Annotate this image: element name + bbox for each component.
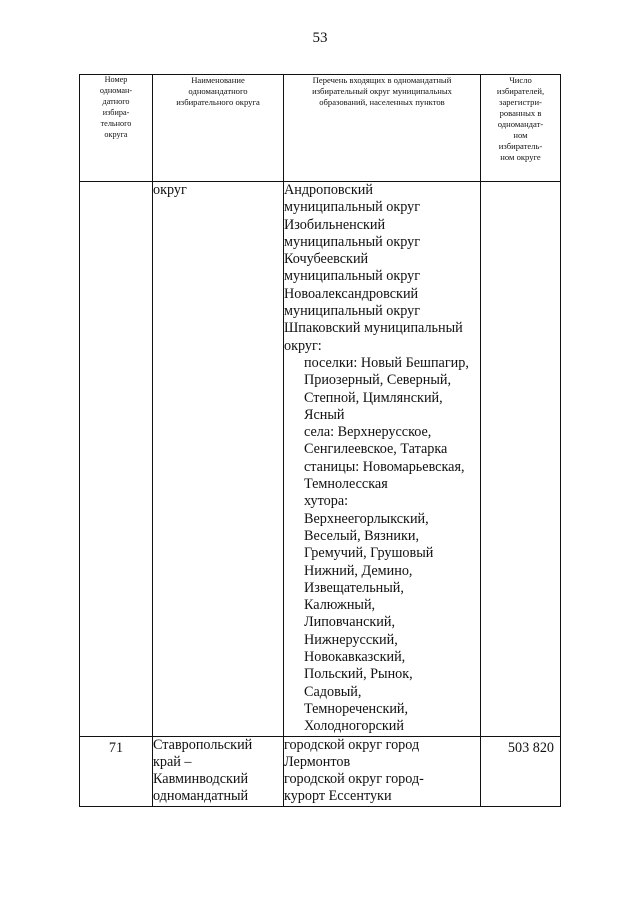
header-line: Наименование — [191, 75, 245, 85]
settlement-line: Липовчанский, — [304, 614, 396, 631]
cell-voters: 503 820 — [481, 736, 561, 806]
composition-line: городской округ город — [284, 736, 420, 753]
composition-line: муниципальный округ — [284, 233, 421, 250]
header-line: датного — [102, 96, 130, 106]
settlement-line: Нижнерусский, — [304, 631, 398, 648]
header-line: округа — [104, 129, 128, 139]
cell-district-number: 71 — [80, 736, 153, 806]
settlement-line: Приозерный, Северный, — [304, 372, 452, 389]
settlement-line: Польский, Рынок, — [304, 666, 413, 683]
page-number: 53 — [312, 30, 328, 46]
district-name-line: край – — [153, 753, 192, 770]
settlement-line: Нижний, Демино, — [304, 562, 413, 579]
header-line: рованных в — [499, 108, 542, 118]
header-line: одномандатного — [188, 86, 248, 96]
cell-district-name — [153, 736, 284, 806]
header-line: тельного — [100, 118, 132, 128]
settlement-line: Извещательный, — [304, 579, 404, 596]
header-line: Номер — [104, 75, 128, 84]
settlement-line: станицы: Новомарьевская, — [304, 458, 465, 475]
header-line: избирателей, — [496, 86, 545, 96]
settlement-line: Гремучий, Грушовый — [304, 545, 434, 562]
header-line: Число — [509, 75, 532, 85]
settlement-line: Новокавказский, — [304, 649, 406, 666]
table-row — [80, 182, 561, 737]
header-line: одноман- — [99, 85, 133, 95]
header-line: избиратель- — [498, 141, 543, 151]
settlement-line: поселки: Новый Бешпагир, — [304, 354, 469, 371]
composition-line: Новоалександровский — [284, 285, 419, 302]
settlement-line: Темнолесская — [304, 476, 388, 493]
header-line: избирательного округа — [176, 97, 260, 107]
header-line: зарегистри- — [499, 97, 542, 107]
district-name-line: округ — [153, 182, 187, 198]
composition-line: округ: — [284, 337, 322, 354]
cell-composition — [284, 736, 481, 806]
settlement-line: хутора: — [304, 493, 349, 510]
settlement-line: Темнореченский, — [304, 700, 409, 717]
district-name-line: Кавминводский — [153, 771, 249, 788]
header-composition — [284, 75, 481, 182]
composition-line: Андроповский — [284, 182, 373, 198]
header-voters — [481, 75, 561, 182]
header-line: ном — [513, 130, 528, 140]
settlement-line: Калюжный, — [304, 597, 376, 614]
header-district-name — [153, 75, 284, 182]
header-line: избирательный округ муниципальных — [312, 86, 452, 96]
header-district-number — [80, 75, 153, 182]
table-header-row — [80, 75, 561, 182]
settlement-line: Сенгилеевское, Татарка — [304, 441, 448, 458]
settlement-line: Степной, Цимлянский, — [304, 389, 443, 406]
header-line: одномандат- — [497, 119, 544, 129]
composition-line: Изобильненский — [284, 216, 386, 233]
districts-table — [79, 74, 561, 807]
composition-line: курорт Ессентуки — [284, 788, 392, 805]
composition-line: муниципальный округ — [284, 199, 421, 216]
header-line: избира- — [102, 107, 130, 117]
table-row — [80, 736, 561, 806]
settlement-line: Холодногорский — [304, 718, 404, 735]
header-line: ном округе — [500, 152, 541, 162]
composition-line: Лермонтов — [284, 753, 351, 770]
cell-voters — [481, 182, 561, 737]
district-name-line: Ставропольский — [153, 736, 253, 753]
header-line: образований, населенных пунктов — [319, 97, 445, 107]
settlement-line: Верхнеегорлыкский, — [304, 510, 429, 527]
header-line: Перечень входящих в одномандатный — [312, 75, 452, 85]
composition-line: городской округ город- — [284, 771, 424, 788]
district-name-line: одномандатный — [153, 788, 249, 805]
settlement-line: Садовый, — [304, 683, 362, 700]
settlement-line: села: Верхнерусское, — [304, 424, 432, 441]
settlement-line: Веселый, Вязники, — [304, 527, 419, 544]
composition-line: Шпаковский муниципальный — [284, 320, 463, 337]
composition-line: Кочубеевский — [284, 251, 369, 268]
cell-district-name — [153, 182, 284, 737]
composition-line: муниципальный округ — [284, 268, 421, 285]
cell-district-number — [80, 182, 153, 737]
composition-line: муниципальный округ — [284, 303, 421, 320]
cell-composition — [284, 182, 481, 737]
settlement-line: Ясный — [304, 406, 345, 423]
